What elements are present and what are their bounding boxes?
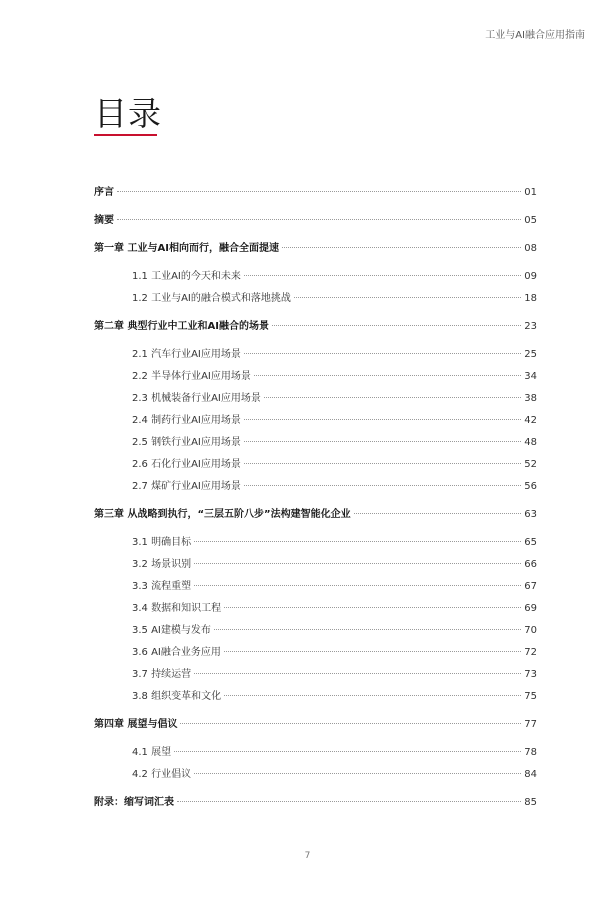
dot-leader (224, 695, 521, 696)
toc-entry[interactable] (94, 642, 537, 664)
toc-entry[interactable] (94, 742, 537, 764)
toc-entry-label: 第三章 从战略到执行，“三层五阶八步”法构建智能化企业 (94, 509, 351, 520)
toc-entry-page: 34 (524, 371, 537, 382)
dot-leader (224, 607, 521, 608)
toc-entry-page: 75 (524, 691, 537, 702)
toc-entry[interactable] (94, 288, 537, 310)
toc-entry-label: 摘要 (94, 215, 114, 226)
toc-entry-label: 第二章 典型行业中工业和AI融合的场景 (94, 321, 269, 332)
toc-entry[interactable] (94, 344, 537, 366)
toc-entry-page: 42 (524, 415, 537, 426)
toc-entry-label: 3.8 组织变革和文化 (132, 691, 222, 702)
toc-entry-page: 84 (524, 769, 537, 780)
toc-entry[interactable] (94, 238, 537, 260)
table-of-contents (94, 182, 537, 814)
toc-entry-label: 4.1 展望 (132, 747, 172, 758)
toc-entry-page: 08 (524, 243, 537, 254)
dot-leader (117, 219, 521, 220)
toc-entry-page: 48 (524, 437, 537, 448)
dot-leader (294, 297, 521, 298)
dot-leader (194, 541, 521, 542)
toc-entry-label: 1.1 工业AI的今天和未来 (132, 271, 241, 282)
dot-leader (282, 247, 521, 248)
toc-entry[interactable] (94, 476, 537, 498)
toc-entry[interactable] (94, 576, 537, 598)
toc-entry[interactable] (94, 410, 537, 432)
toc-entry[interactable] (94, 266, 537, 288)
toc-entry-label: 3.3 流程重塑 (132, 581, 192, 592)
toc-entry-label: 3.7 持续运营 (132, 669, 192, 680)
toc-entry[interactable] (94, 554, 537, 576)
toc-entry[interactable] (94, 316, 537, 338)
toc-entry-label: 3.1 明确目标 (132, 537, 192, 548)
toc-entry-label: 3.5 AI建模与发布 (132, 625, 211, 636)
dot-leader (354, 513, 522, 514)
toc-entry-page: 70 (524, 625, 537, 636)
toc-entry[interactable] (94, 664, 537, 686)
toc-title: 目录 (94, 94, 162, 133)
toc-entry-page: 72 (524, 647, 537, 658)
dot-leader (177, 801, 521, 802)
toc-entry-label: 3.2 场景识别 (132, 559, 192, 570)
toc-entry-page: 63 (524, 509, 537, 520)
toc-entry-label: 2.1 汽车行业AI应用场景 (132, 349, 241, 360)
toc-entry-page: 09 (524, 271, 537, 282)
toc-entry-page: 78 (524, 747, 537, 758)
toc-entry-label: 第一章 工业与AI相向而行，融合全面提速 (94, 243, 279, 254)
dot-leader (244, 441, 521, 442)
toc-entry[interactable] (94, 454, 537, 476)
toc-entry-label: 附录：缩写词汇表 (94, 797, 174, 808)
toc-entry[interactable] (94, 388, 537, 410)
toc-entry[interactable] (94, 598, 537, 620)
toc-entry-page: 01 (524, 187, 537, 198)
toc-entry-page: 77 (524, 719, 537, 730)
toc-entry[interactable] (94, 182, 537, 204)
toc-entry-page: 52 (524, 459, 537, 470)
toc-entry-label: 2.5 钢铁行业AI应用场景 (132, 437, 241, 448)
toc-entry-label: 4.2 行业倡议 (132, 769, 192, 780)
toc-entry[interactable] (94, 210, 537, 232)
dot-leader (264, 397, 521, 398)
dot-leader (214, 629, 521, 630)
dot-leader (194, 673, 521, 674)
dot-leader (224, 651, 521, 652)
dot-leader (272, 325, 521, 326)
toc-entry-label: 2.7 煤矿行业AI应用场景 (132, 481, 241, 492)
toc-entry-label: 序言 (94, 187, 114, 198)
toc-entry-page: 38 (524, 393, 537, 404)
toc-entry-label: 3.6 AI融合业务应用 (132, 647, 221, 658)
dot-leader (194, 563, 521, 564)
dot-leader (194, 773, 521, 774)
toc-entry[interactable] (94, 714, 537, 736)
toc-entry-page: 25 (524, 349, 537, 360)
toc-entry[interactable] (94, 792, 537, 814)
toc-entry-page: 56 (524, 481, 537, 492)
dot-leader (174, 751, 521, 752)
dot-leader (244, 419, 521, 420)
toc-entry[interactable] (94, 366, 537, 388)
toc-entry-label: 2.6 石化行业AI应用场景 (132, 459, 241, 470)
toc-entry-label: 2.4 制药行业AI应用场景 (132, 415, 241, 426)
toc-entry[interactable] (94, 504, 537, 526)
toc-entry-page: 73 (524, 669, 537, 680)
toc-entry-page: 65 (524, 537, 537, 548)
dot-leader (244, 353, 521, 354)
dot-leader (244, 463, 521, 464)
toc-entry-page: 69 (524, 603, 537, 614)
title-underline (94, 134, 157, 136)
toc-entry[interactable] (94, 532, 537, 554)
toc-entry-page: 85 (524, 797, 537, 808)
toc-entry-label: 第四章 展望与倡议 (94, 719, 178, 730)
toc-entry[interactable] (94, 620, 537, 642)
toc-entry-label: 2.3 机械装备行业AI应用场景 (132, 393, 261, 404)
dot-leader (180, 723, 521, 724)
dot-leader (117, 191, 521, 192)
toc-entry[interactable] (94, 764, 537, 786)
toc-entry-page: 67 (524, 581, 537, 592)
dot-leader (244, 485, 521, 486)
dot-leader (194, 585, 521, 586)
toc-entry-page: 18 (524, 293, 537, 304)
dot-leader (244, 275, 521, 276)
toc-entry-page: 23 (524, 321, 537, 332)
toc-entry-page: 66 (524, 559, 537, 570)
toc-entry-label: 3.4 数据和知识工程 (132, 603, 222, 614)
toc-entry[interactable] (94, 432, 537, 454)
page-number: 7 (304, 851, 311, 861)
toc-entry[interactable] (94, 686, 537, 708)
toc-entry-label: 1.2 工业与AI的融合模式和落地挑战 (132, 293, 291, 304)
dot-leader (254, 375, 521, 376)
running-header: 工业与AI融合应用指南 (485, 30, 585, 41)
toc-entry-label: 2.2 半导体行业AI应用场景 (132, 371, 251, 382)
toc-entry-page: 05 (524, 215, 537, 226)
